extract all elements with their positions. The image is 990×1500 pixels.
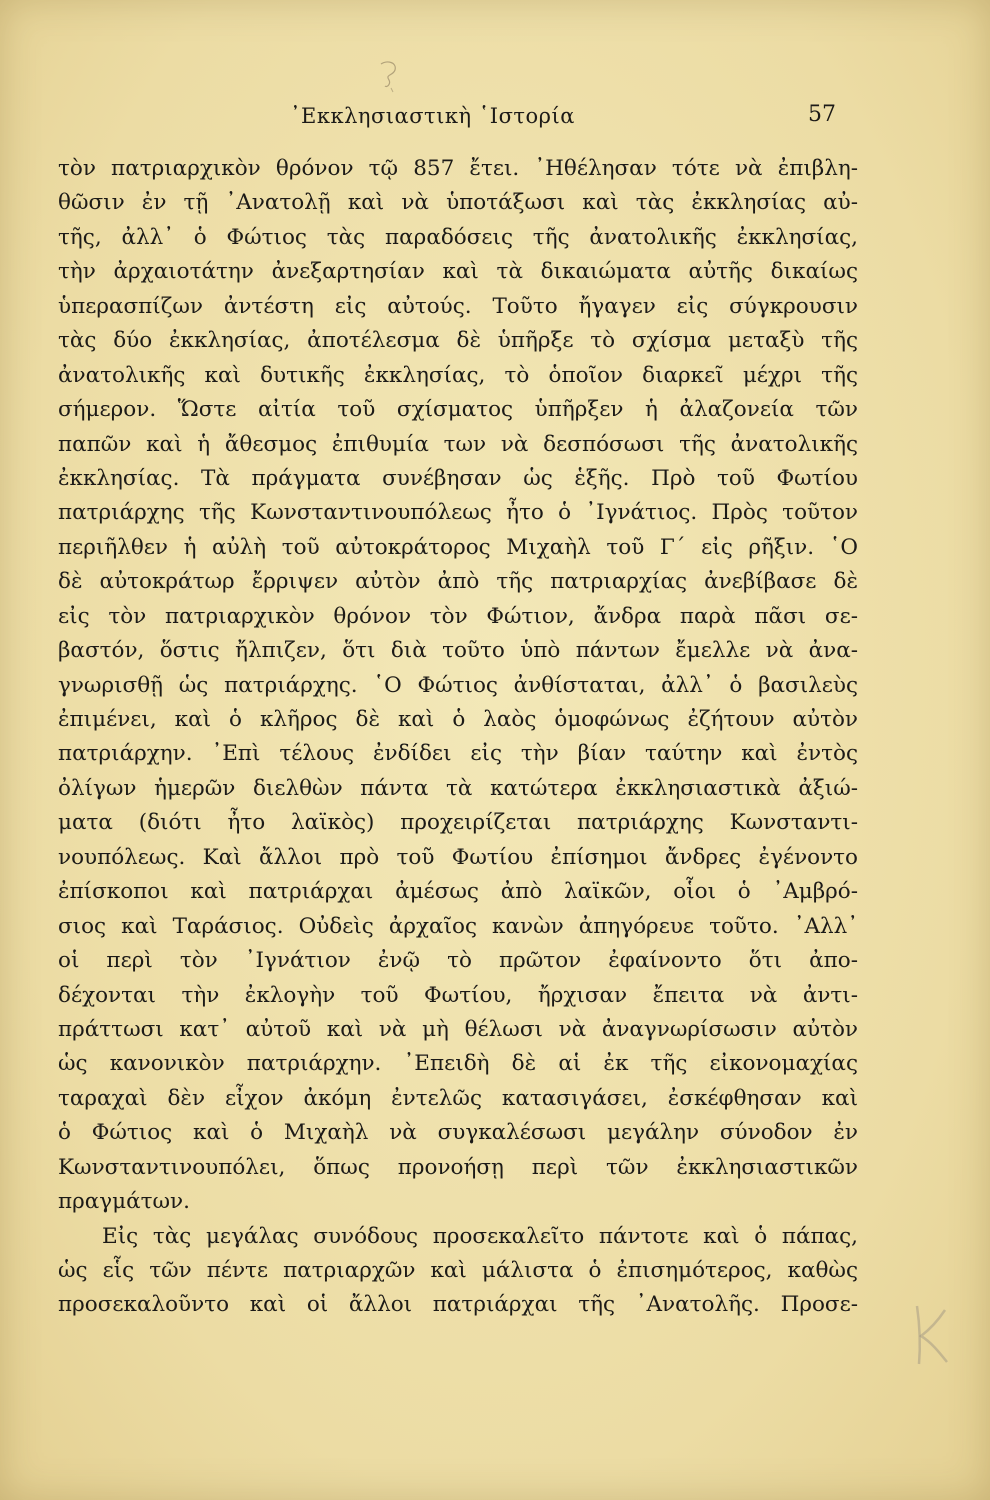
text-line: πατριάρχης τῆς Κωνσταντινουπόλεως ἦτο ὁ ᾿Ιγνάτιος. Πρὸς τοῦτον: [58, 500, 858, 526]
text-line: δὲ αὐτοκράτωρ ἔρριψεν αὐτὸν ἀπὸ τῆς πατριαρχίας ἀνεβίβασε δὲ: [58, 569, 858, 595]
text-line: Κωνσταντινουπόλει, ὅπως προνοήσῃ περὶ τῶν ἐκκλησιαστικῶν: [58, 1154, 858, 1180]
text-line: εἰς τὸν πατριαρχικὸν θρόνον τὸν Φώτιον, ἄνδρα παρὰ πᾶσι σε-: [58, 603, 858, 629]
text-line: σήμερον. Ὥστε αἰτία τοῦ σχίσματος ὑπῆρξεν ἡ ἀλαζονεία τῶν: [58, 397, 858, 423]
text-line: πραγμάτων.: [58, 1189, 190, 1215]
text-line: τῆς, ἀλλ᾿ ὁ Φώτιος τὰς παραδόσεις τῆς ἀνατολικῆς ἐκκλησίας,: [58, 224, 858, 250]
text-line: δέχονται τὴν ἐκλογὴν τοῦ Φωτίου, ἤρχισαν ἔπειτα νὰ ἀντι-: [58, 982, 858, 1008]
paragraph-2: [58, 1220, 858, 1323]
paragraph-1: [58, 152, 858, 1220]
ink-mark-icon: [375, 58, 405, 94]
text-line: σιος καὶ Ταράσιος. Οὐδεὶς ἀρχαῖος κανὼν ἀπηγόρευε τοῦτο. ᾿Αλλ᾿: [58, 913, 858, 939]
page-header: [0, 96, 990, 136]
text-line: ἐκκλησίας. Τὰ πράγματα συνέβησαν ὡς ἑξῆς. Πρὸ τοῦ Φωτίου: [58, 465, 858, 491]
body-text: [58, 152, 858, 1323]
text-line: ἀνατολικῆς καὶ δυτικῆς ἐκκλησίας, τὸ ὁποῖον διαρκεῖ μέχρι τῆς: [58, 362, 858, 388]
running-title: ᾿Εκκλησιαστικὴ ῾Ιστορία: [290, 104, 575, 128]
page-number: 57: [808, 102, 836, 127]
text-line: προσεκαλοῦντο καὶ οἱ ἄλλοι πατριάρχαι τῆς ᾿Ανατολῆς. Προσε-: [58, 1292, 858, 1318]
text-line: τὰς δύο ἐκκλησίας, ἀποτέλεσμα δὲ ὑπῆρξε τὸ σχίσμα μεταξὺ τῆς: [58, 328, 858, 354]
margin-pencil-mark-icon: [905, 1300, 955, 1370]
text-line: ὡς κανονικὸν πατριάρχην. ᾿Επειδὴ δὲ αἱ ἐκ τῆς εἰκονομαχίας: [58, 1051, 858, 1077]
text-line: ταραχαὶ δὲν εἶχον ἀκόμη ἐντελῶς κατασιγάσει, ἐσκέφθησαν καὶ: [58, 1085, 858, 1111]
text-line: ὑπερασπίζων ἀντέστη εἰς αὐτούς. Τοῦτο ἤγαγεν εἰς σύγκρουσιν: [58, 293, 858, 319]
text-line: ματα (διότι ἦτο λαϊκὸς) προχειρίζεται πατριάρχης Κωνσταντι-: [58, 810, 858, 836]
text-line: βαστόν, ὅστις ἤλπιζεν, ὅτι διὰ τοῦτο ὑπὸ πάντων ἔμελλε νὰ ἀνα-: [58, 638, 858, 664]
text-line: νουπόλεως. Καὶ ἄλλοι πρὸ τοῦ Φωτίου ἐπίσημοι ἄνδρες ἐγένοντο: [58, 844, 858, 870]
text-line: τὴν ἀρχαιοτάτην ἀνεξαρτησίαν καὶ τὰ δικαιώματα αὐτῆς δικαίως: [58, 259, 858, 285]
text-line: ὡς εἷς τῶν πέντε πατριαρχῶν καὶ μάλιστα ὁ ἐπισημότερος, καθὼς: [58, 1258, 858, 1283]
text-line: πατριάρχην. ᾿Επὶ τέλους ἐνδίδει εἰς τὴν βίαν ταύτην καὶ ἐντὸς: [58, 741, 858, 767]
text-line: ὀλίγων ἡμερῶν διελθὼν πάντα τὰ κατώτερα ἐκκλησιαστικὰ ἀξιώ-: [58, 775, 858, 801]
text-line: ἐπιμένει, καὶ ὁ κλῆρος δὲ καὶ ὁ λαὸς ὁμοφώνως ἐζήτουν αὐτὸν: [58, 707, 858, 732]
text-line: περιῆλθεν ἡ αὐλὴ τοῦ αὐτοκράτορος Μιχαὴλ τοῦ Γ´ εἰς ρῆξιν. ῾Ο: [58, 534, 858, 560]
text-line: γνωρισθῇ ὡς πατριάρχης. ῾Ο Φώτιος ἀνθίσταται, ἀλλ᾿ ὁ βασιλεὺς: [58, 672, 858, 698]
text-line: θῶσιν ἐν τῇ ᾿Ανατολῇ καὶ νὰ ὑποτάξωσι καὶ τὰς ἐκκλησίας αὐ-: [58, 190, 858, 216]
text-line: παπῶν καὶ ἡ ἄθεσμος ἐπιθυμία των νὰ δεσπόσωσι τῆς ἀνατολικῆς: [58, 431, 858, 457]
text-line: πράττωσι κατ᾿ αὐτοῦ καὶ νὰ μὴ θέλωσι νὰ ἀναγνωρίσωσιν αὐτὸν: [58, 1016, 858, 1042]
text-line: ὁ Φώτιος καὶ ὁ Μιχαὴλ νὰ συγκαλέσωσι μεγάλην σύνοδον ἐν: [58, 1120, 858, 1146]
text-line: οἱ περὶ τὸν ᾿Ιγνάτιον ἐνῷ τὸ πρῶτον ἐφαίνοντο ὅτι ἀπο-: [58, 948, 858, 974]
text-line: ἐπίσκοποι καὶ πατριάρχαι ἀμέσως ἀπὸ λαϊκῶν, οἷοι ὁ ᾿Αμβρό-: [58, 879, 858, 905]
text-line: τὸν πατριαρχικὸν θρόνον τῷ 857 ἔτει. ᾿Ηθέλησαν τότε νὰ ἐπιβλη-: [58, 156, 858, 181]
text-line: Εἰς τὰς μεγάλας συνόδους προσεκαλεῖτο πάντοτε καὶ ὁ πάπας,: [102, 1223, 858, 1249]
